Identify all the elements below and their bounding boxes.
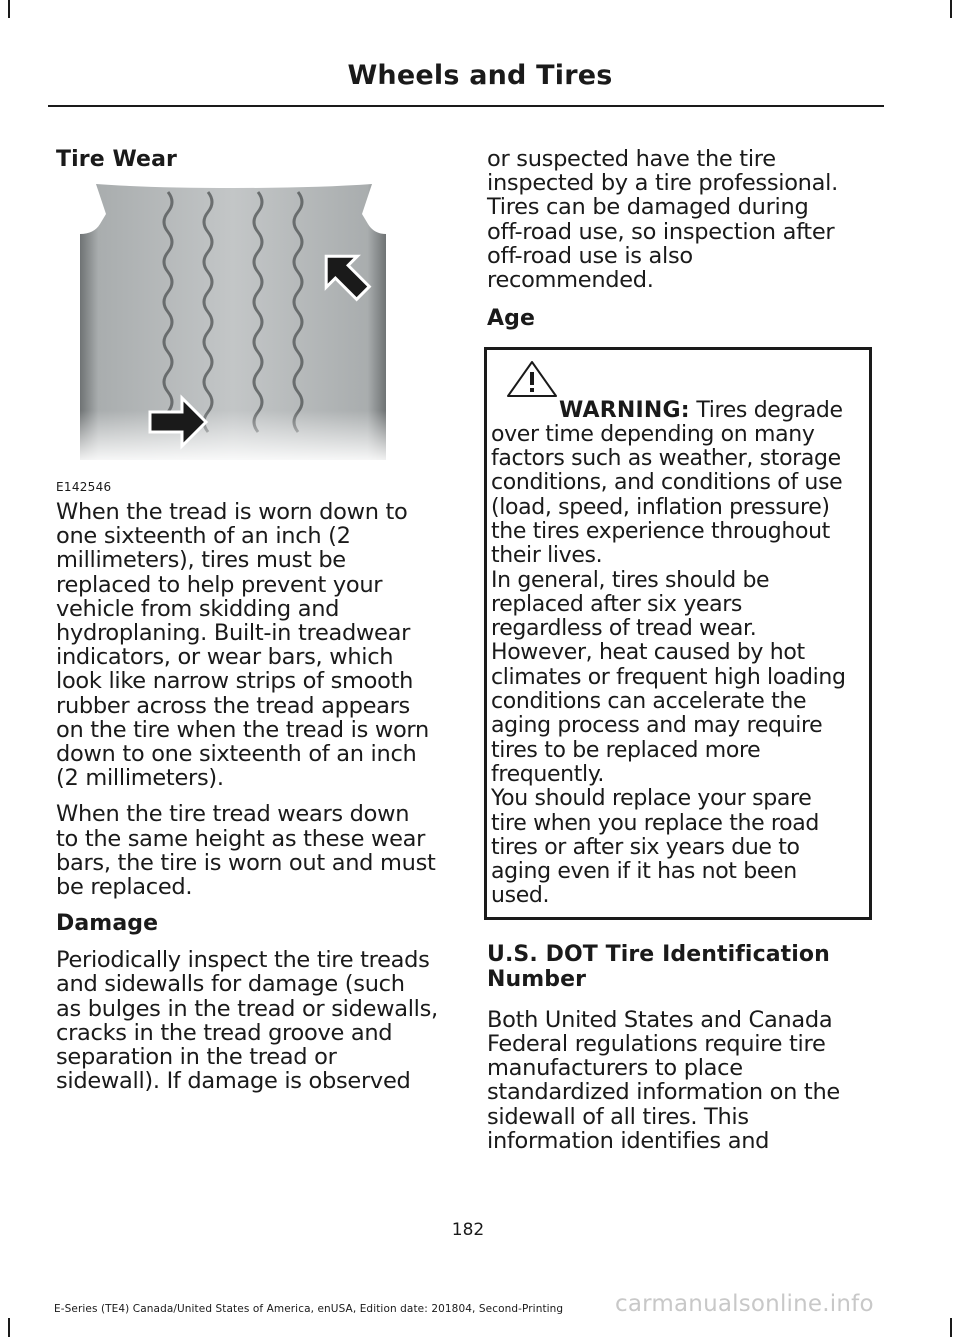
- para-damage-continued: or suspected have the tire inspected by a tire professional. Tires can be damaged during off-road use, so inspection after off-road use is also recommended.: [487, 146, 838, 294]
- para-damage: Periodically inspect the tire treads and sidewalls for damage (such as bulges in the tread or sidewalls, cracks in the tread groove and separation in the tread or sidewall). If damage is observed: [56, 947, 438, 1095]
- warning-triangle-icon: [505, 360, 559, 398]
- warning-label: WARNING:: [559, 397, 690, 423]
- crop-mark-top-right: [950, 0, 952, 18]
- warning-lead-text: Tires degrade: [689, 397, 843, 423]
- warning-header: [487, 360, 863, 423]
- heading-tire-wear: Tire Wear: [56, 147, 177, 172]
- heading-age: Age: [487, 306, 535, 332]
- warning-body-2: In general, tires should be replaced after six years regardless of tread wear. However, heat caused by hot climates or frequent high loading conditions can accelerate the aging process and may require tires to be replaced more frequently.: [491, 567, 846, 787]
- para-dot-tin: Both United States and Canada Federal regulations require tire manufacturers to place standardized information on the sidewall of all tires. This information identifies and: [487, 1006, 840, 1154]
- warning-body-1: over time depending on many factors such as weather, storage conditions, and conditions of use (load, speed, inflation pressure) the tires experience throughout their lives.: [491, 421, 843, 569]
- crop-mark-top-left: [8, 0, 10, 18]
- warning-box: [484, 347, 872, 920]
- edition-footer: E-Series (TE4) Canada/United States of America, enUSA, Edition date: 201804, Second-Printing: [54, 1303, 564, 1315]
- right-column: [487, 147, 879, 1165]
- tread-wear-illustration: [56, 184, 386, 460]
- figure-code: E142546: [56, 480, 112, 494]
- tread-wear-figure: [56, 184, 386, 494]
- heading-damage: Damage: [56, 911, 159, 937]
- watermark: carmanualsonline.info: [615, 1291, 874, 1317]
- spacer: [56, 472, 448, 500]
- para-tread-worn: When the tread is worn down to one sixteenth of an inch (2 millimeters), tires must be replaced to help prevent your vehicle from skidding and hydroplaning. Built-in treadwear indicators, or wear bars, which look like narrow strips of smooth rubber across the tread appears on the tire when the tread is worn down to one sixteenth of an inch (2 millimeters).: [56, 499, 429, 792]
- warning-body-3: You should replace your spare tire when you replace the road tires or after six years due to aging even if it has not been used.: [491, 786, 819, 909]
- page-number: 182: [451, 1220, 485, 1240]
- para-wear-bars: When the tire tread wears down to the same height as these wear bars, the tire is worn out and must be replaced.: [56, 801, 436, 901]
- page-title: Wheels and Tires: [347, 60, 613, 91]
- crop-mark-bottom-right: [950, 1318, 952, 1337]
- crop-mark-bottom-left: [8, 1318, 10, 1337]
- left-column: [56, 147, 448, 1105]
- heading-dot-tin: U.S. DOT Tire Identification Number: [487, 941, 830, 992]
- title-divider: [48, 105, 884, 107]
